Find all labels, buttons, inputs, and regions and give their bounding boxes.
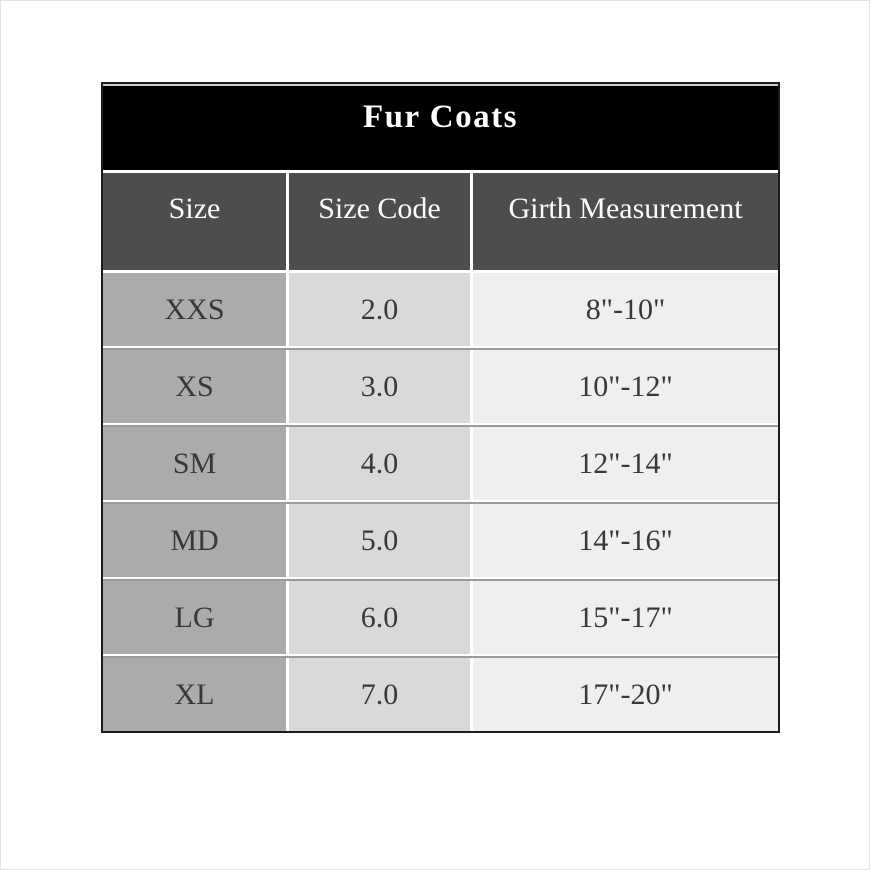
cell-size: LG [103, 581, 286, 654]
cell-size: XS [103, 350, 286, 423]
size-chart-table [101, 82, 780, 733]
cell-size-code: 4.0 [289, 427, 470, 500]
table-header-row [103, 173, 778, 270]
cell-size-code: 5.0 [289, 504, 470, 577]
table-row-xl [103, 658, 778, 731]
table-title: Fur Coats [103, 84, 778, 170]
table-row-xxs [103, 273, 778, 346]
cell-size: XXS [103, 273, 286, 346]
cell-size: XL [103, 658, 286, 731]
cell-girth: 15"-17" [473, 581, 778, 654]
cell-size: SM [103, 427, 286, 500]
cell-size-code: 2.0 [289, 273, 470, 346]
table-row-lg [103, 581, 778, 654]
column-header-size: Size [103, 173, 286, 270]
cell-girth: 10"-12" [473, 350, 778, 423]
table-row-md [103, 504, 778, 577]
cell-size-code: 6.0 [289, 581, 470, 654]
cell-girth: 17"-20" [473, 658, 778, 731]
column-header-girth-measurement: Girth Measurement [473, 173, 778, 270]
table-row-xs [103, 350, 778, 423]
cell-size-code: 3.0 [289, 350, 470, 423]
cell-girth: 8"-10" [473, 273, 778, 346]
cell-size: MD [103, 504, 286, 577]
cell-girth: 14"-16" [473, 504, 778, 577]
cell-girth: 12"-14" [473, 427, 778, 500]
cell-size-code: 7.0 [289, 658, 470, 731]
column-header-size-code: Size Code [289, 173, 470, 270]
table-row-sm [103, 427, 778, 500]
